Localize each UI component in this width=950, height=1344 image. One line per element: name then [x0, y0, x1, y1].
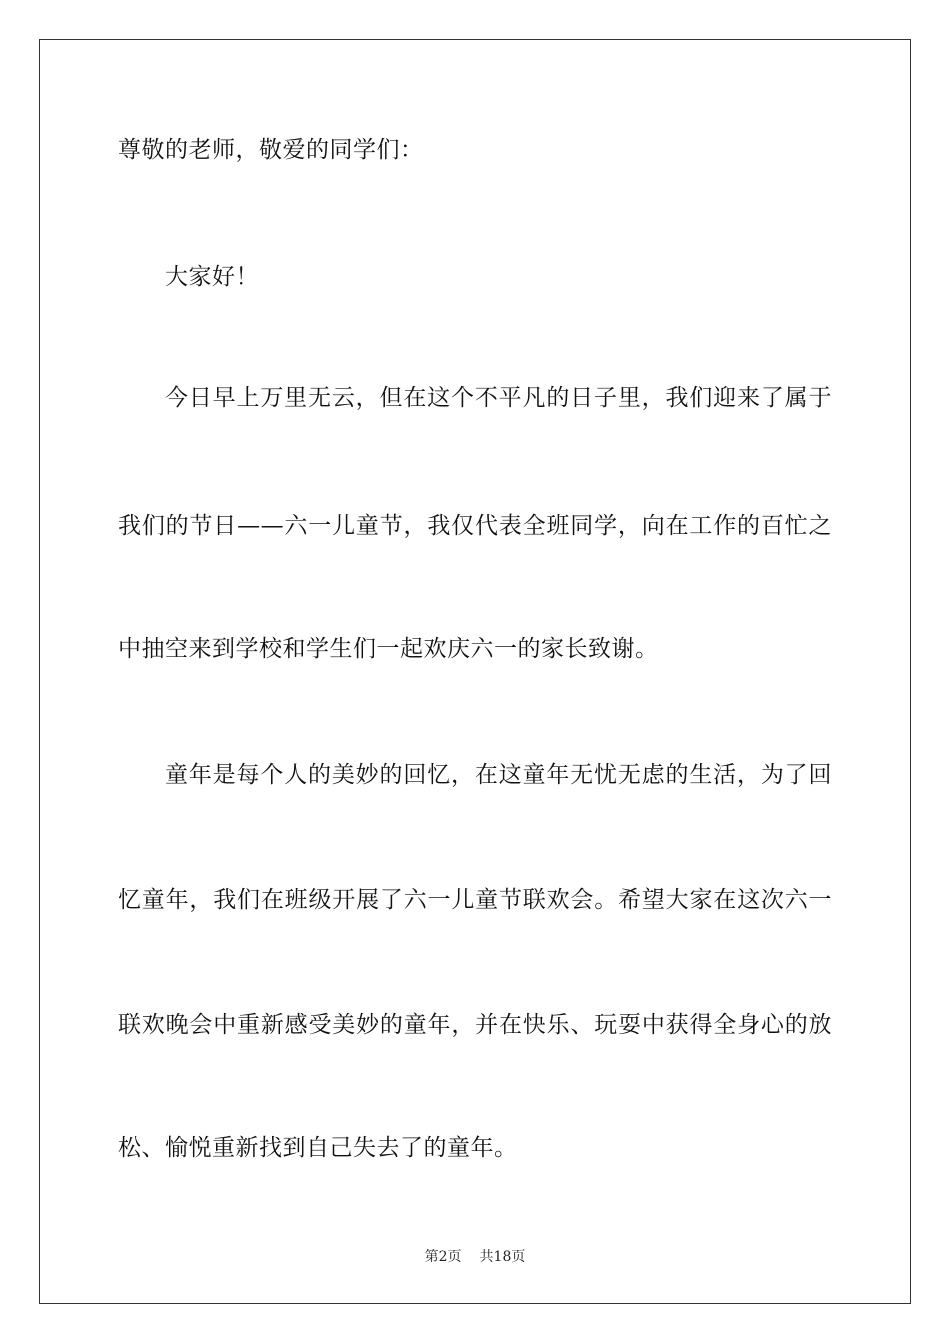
paragraph-1-line-2: 我们的节日——六一儿童节，我仅代表全班同学，向在工作的百忙之: [118, 513, 832, 539]
paragraph-2-line-3: 联欢晚会中重新感受美妙的童年，并在快乐、玩耍中获得全身心的放: [118, 1012, 832, 1038]
greeting-line: 大家好！: [165, 264, 259, 290]
page-number: 第2页: [424, 1249, 462, 1265]
paragraph-1-line-1: 今日早上万里无云，但在这个不平凡的日子里，我们迎来了属于: [165, 385, 832, 411]
paragraph-1-line-3: 中抽空来到学校和学生们一起欢庆六一的家长致谢。: [118, 636, 659, 662]
paragraph-2-line-4: 松、愉悦重新找到自己失去了的童年。: [118, 1135, 518, 1161]
paragraph-2-line-1: 童年是每个人的美妙的回忆，在这童年无忧无虑的生活，为了回: [165, 762, 832, 788]
page-footer: [0, 1248, 950, 1266]
page-total: 共18页: [479, 1249, 526, 1265]
salutation-line: 尊敬的老师，敬爱的同学们：: [118, 137, 424, 163]
paragraph-2-line-2: 忆童年，我们在班级开展了六一儿童节联欢会。希望大家在这次六一: [118, 887, 832, 913]
page-frame: [39, 39, 911, 1304]
